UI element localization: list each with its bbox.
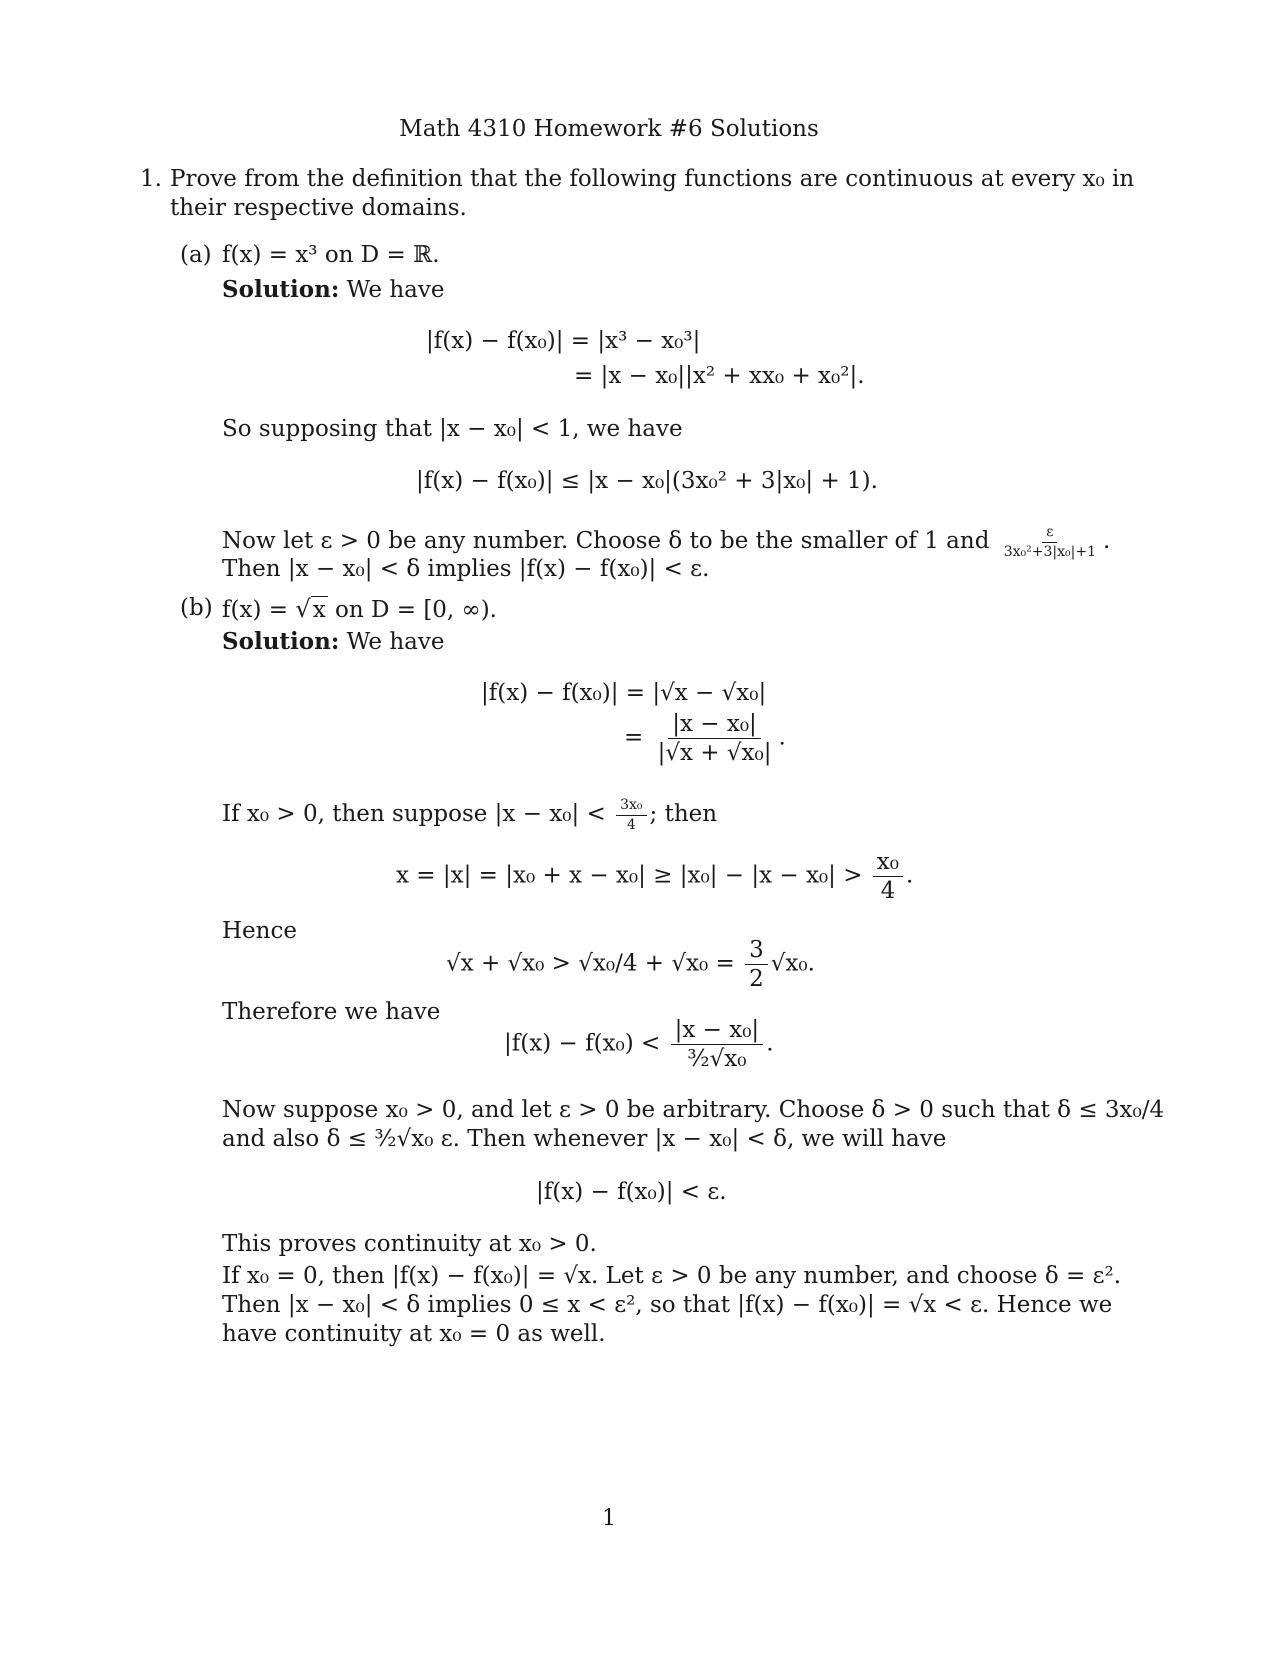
part-b-text-1-end: ; then (649, 801, 718, 828)
part-b-text-4-line3: have continuity at x₀ = 0 as well. (222, 1321, 606, 1347)
part-b-label: (b) (180, 595, 213, 621)
part-b-text-4-line2: Then |x − x₀| < δ implies 0 ≤ x < ε², so that |f(x) − f(x₀)| = √x < ε. Hence we (222, 1292, 1113, 1318)
part-a-text-1: So supposing that |x − x₀| < 1, we have (222, 416, 683, 442)
part-a-function: f(x) = x³ on D = ℝ. (222, 242, 440, 268)
fraction-denominator: 4 (626, 816, 636, 833)
part-a-delta-fraction (1000, 525, 1100, 559)
part-b-equation-3 (396, 850, 913, 903)
part-a-solution-intro: We have (346, 277, 445, 303)
fraction-numerator: x₀ (873, 850, 903, 877)
period: . (766, 1030, 774, 1057)
part-b-equation-6: |f(x) − f(x₀)| < ε. (536, 1179, 727, 1205)
fraction-numerator: 3 (745, 938, 768, 965)
fraction-denominator: 4 (880, 878, 896, 905)
problem-statement-line2: their respective domains. (170, 195, 467, 221)
part-b-equation-5 (504, 1018, 774, 1071)
problem-statement-line1: Prove from the definition that the following functions are continuous at every x₀ in (170, 166, 1135, 192)
part-a-solution-label: Solution: (222, 276, 340, 303)
equation-3-main: x = |x| = |x₀ + x − x₀| ≥ |x₀| − |x − x₀| > (396, 862, 863, 889)
part-b-therefore: Therefore we have (222, 999, 441, 1025)
part-b-text-2-line2: and also δ ≤ ³⁄₂√x₀ ε. Then whenever |x − x₀| < δ, we will have (222, 1126, 947, 1152)
fraction-denominator: |√x + √x₀| (657, 740, 772, 767)
part-a-text-2 (222, 525, 1110, 559)
equation-4-main: √x + √x₀ > √x₀/4 + √x₀ = (446, 950, 735, 977)
function-suffix: on D = [0, ∞). (327, 597, 497, 623)
radicand: x (312, 597, 326, 623)
sqrt-icon: √ (295, 595, 311, 623)
part-b-equation-2 (624, 712, 786, 765)
part-b-solution-label: Solution: (222, 628, 340, 655)
period: . (1102, 528, 1111, 555)
part-b-text-3: This proves continuity at x₀ > 0. (222, 1231, 597, 1257)
part-b-equation-4 (446, 938, 815, 991)
fraction-denominator: 3x₀²+3|x₀|+1 (1003, 543, 1096, 560)
part-a-equation-1: |f(x) − f(x₀)| = |x³ − x₀³| (426, 328, 701, 354)
part-a-equation-2: |f(x) − f(x₀)| ≤ |x − x₀|(3x₀² + 3|x₀| + 1). (416, 468, 878, 494)
part-b-equation-1: |f(x) − f(x₀)| = |√x − √x₀| (481, 680, 767, 706)
part-b-hence: Hence (222, 918, 297, 944)
part-a-solution-line (222, 278, 444, 302)
fraction-denominator: 2 (749, 966, 764, 993)
period: . (906, 862, 914, 889)
part-a-label: (a) (180, 242, 212, 268)
period: . (778, 724, 786, 751)
fraction-denominator: ³⁄₂√x₀ (687, 1046, 747, 1073)
part-a-text-3: Then |x − x₀| < δ implies |f(x) − f(x₀)| < ε. (222, 556, 710, 582)
part-b-text-1-main: If x₀ > 0, then suppose |x − x₀| < (222, 801, 606, 828)
part-b-solution-line (222, 630, 444, 654)
equation-5-lhs: |f(x) − f(x₀) < (504, 1030, 661, 1057)
part-b-text-2-line1: Now suppose x₀ > 0, and let ε > 0 be arbitrary. Choose δ > 0 such that δ ≤ 3x₀/4 (222, 1097, 1165, 1123)
fraction-numerator: 3x₀ (616, 798, 646, 816)
part-b-text-1 (222, 798, 717, 832)
equation-4-end: √x₀. (770, 950, 815, 977)
part-b-function (222, 597, 497, 622)
equation-5-fraction (671, 1018, 764, 1071)
fraction-numerator: |x − x₀| (671, 1018, 764, 1045)
part-b-small-fraction (616, 798, 646, 832)
equation-3-fraction (873, 850, 903, 903)
function-prefix: f(x) = (222, 597, 296, 623)
part-b-text-4-line1: If x₀ = 0, then |f(x) − f(x₀)| = √x. Let ε > 0 be any number, and choose δ = ε². (222, 1263, 1122, 1289)
equation-4-fraction (745, 938, 768, 991)
problem-number: 1. (140, 166, 162, 192)
page-number: 1 (602, 1506, 616, 1531)
page-title: Math 4310 Homework #6 Solutions (399, 116, 819, 142)
fraction-numerator: |x − x₀| (668, 712, 761, 739)
fraction-numerator: ε (1042, 525, 1057, 543)
part-a-equation-1-cont: = |x − x₀||x² + xx₀ + x₀²|. (574, 363, 865, 389)
part-a-text-2-main: Now let ε > 0 be any number. Choose δ to be the smaller of 1 and (222, 528, 990, 555)
part-b-fraction (654, 712, 776, 765)
equals-sign: = (624, 724, 644, 751)
part-b-solution-intro: We have (346, 629, 445, 655)
